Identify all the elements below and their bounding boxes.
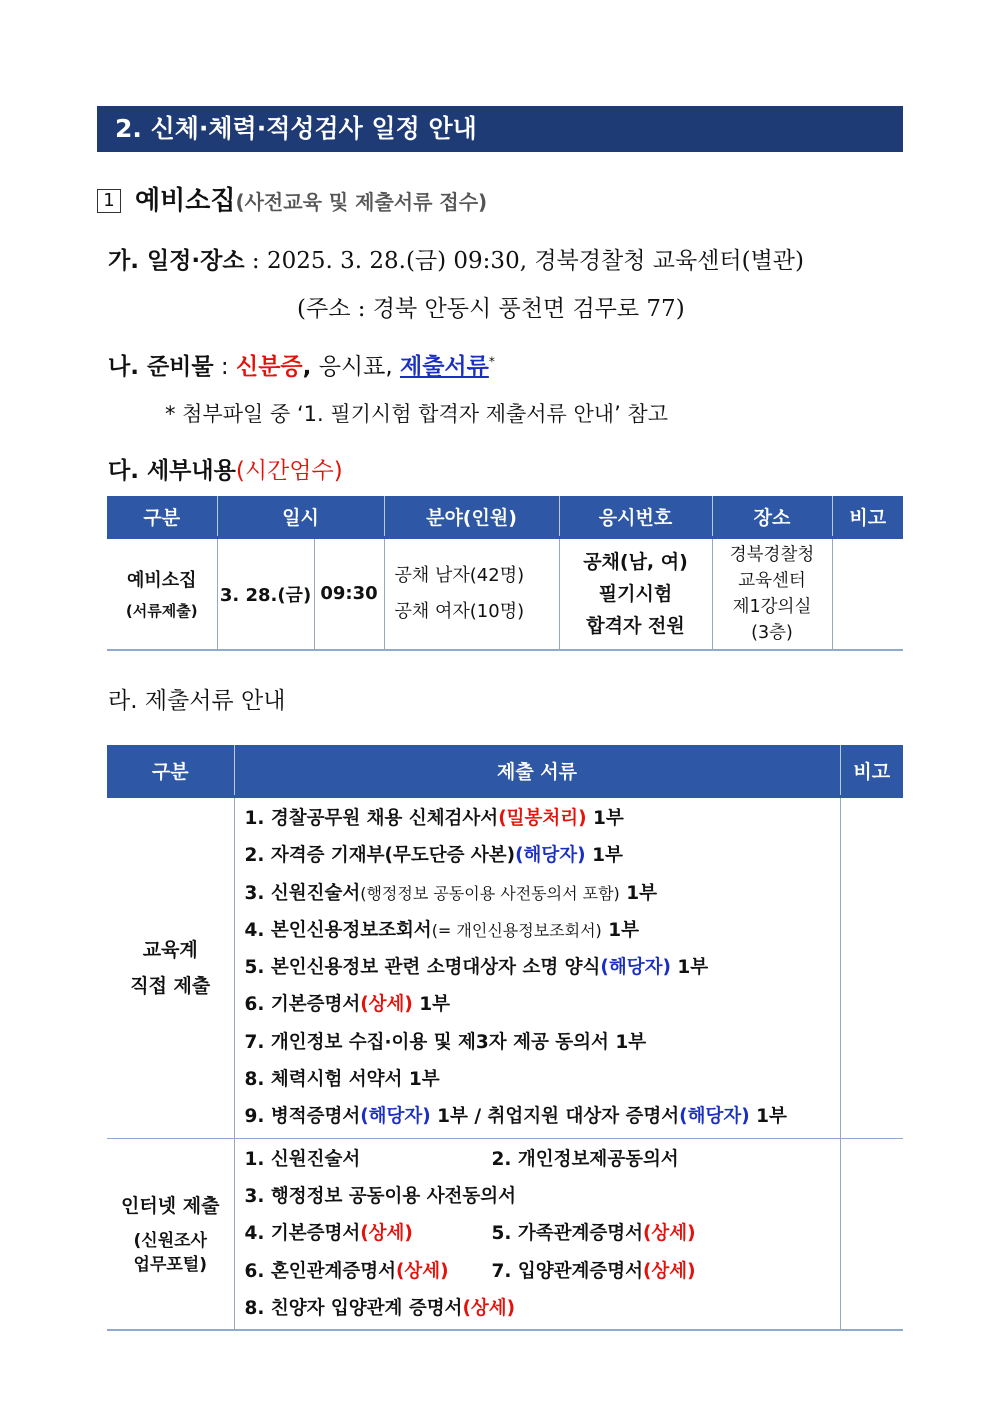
documents-heading: 라. 제출서류 안내 bbox=[108, 688, 286, 714]
list-item: 4. 본인신용정보조회서(= 개인신용정보조회서) 1부 bbox=[244, 919, 639, 941]
schedule-table bbox=[107, 496, 903, 651]
note-cell bbox=[840, 1138, 903, 1330]
exam-number-cell: 공채(남, 여) 필기시험 합격자 전원 bbox=[559, 538, 712, 650]
list-item: 9. 병적증명서(해당자) 1부 / 취업지원 대상자 증명서(해당자) 1부 bbox=[244, 1106, 787, 1128]
group-label-cell: 인터넷 제출 (신원조사 업무포털) bbox=[121, 1194, 220, 1275]
place-cell: 경북경찰청 교육센터 제1강의실 (3층) bbox=[712, 538, 832, 650]
list-item: 1. 경찰공무원 채용 신체검사서(밀봉처리) 1부 bbox=[244, 808, 624, 829]
details-heading: 다. 세부내용(시간엄수) bbox=[108, 458, 343, 484]
schedule-text: 2025. 3. 28.(금) 09:30, 경북경찰청 교육센터(별관) bbox=[266, 248, 804, 274]
group-label-cell: 교육계 직접 제출 bbox=[130, 938, 211, 997]
list-item: 8. 체력시험 서약서 1부 bbox=[244, 1069, 440, 1091]
address-line: (주소 : 경북 안동시 풍천면 검무로 77) bbox=[297, 296, 685, 322]
document-list bbox=[234, 797, 840, 1139]
list-item: 8. 친양자 입양관계 증명서(상세) bbox=[244, 1297, 516, 1319]
note-cell bbox=[832, 538, 903, 650]
list-item: 1. 신원진술서 2. 개인정보제공동의서 bbox=[244, 1148, 679, 1170]
section-number-box: 1 bbox=[97, 189, 121, 213]
documents-link[interactable]: 제출서류 bbox=[400, 354, 489, 380]
table-header-row: 구분 일시 분야(인원) 응시번호 장소 비고 bbox=[107, 496, 903, 538]
list-item: 3. 행정정보 공동이용 사전동의서 bbox=[244, 1185, 517, 1207]
list-item: 2. 자격증 기재부(무도단증 사본)(해당자) 1부 bbox=[244, 845, 623, 867]
time-cell: 09:30 bbox=[314, 538, 384, 650]
supplies-label: 나. 준비물 bbox=[108, 354, 214, 380]
schedule-label: 가. 일정·장소 bbox=[108, 248, 245, 274]
documents-table bbox=[107, 745, 903, 1331]
date-cell: 3. 28.(금) bbox=[217, 538, 314, 650]
section-banner: 2. 신체·체력·적성검사 일정 안내 bbox=[97, 106, 903, 152]
table-row bbox=[107, 797, 903, 1139]
supplies-line: 나. 준비물 : 신분증, 응시표, 제출서류* bbox=[108, 354, 495, 380]
list-item: 5. 본인신용정보 관련 소명대상자 소명 양식(해당자) 1부 bbox=[244, 957, 709, 979]
supplies-note: * 첨부파일 중 ‘1. 필기시험 합격자 제출서류 안내’ 참고 bbox=[165, 402, 669, 426]
table-header-row: 구분 제출 서류 비고 bbox=[107, 745, 903, 797]
document-list bbox=[234, 1138, 840, 1330]
division-cell: 예비소집 (서류제출) bbox=[125, 570, 198, 621]
list-item: 6. 기본증명서(상세) 1부 bbox=[244, 994, 451, 1016]
table-row bbox=[107, 1138, 903, 1330]
section1-title: 예비소집 bbox=[135, 186, 236, 216]
section1-heading bbox=[97, 180, 487, 217]
field-cell: 공채 남자(42명) 공채 여자(10명) bbox=[384, 538, 559, 650]
table-row bbox=[107, 538, 903, 650]
schedule-line: 가. 일정·장소 : 2025. 3. 28.(금) 09:30, 경북경찰청 교육센터(별관) bbox=[108, 248, 804, 274]
id-card-text: 신분증 bbox=[236, 354, 303, 380]
list-item: 7. 개인정보 수집·이용 및 제3자 제공 동의서 1부 bbox=[244, 1031, 647, 1053]
list-item: 3. 신원진술서(행정정보 공동이용 사전동의서 포함) 1부 bbox=[244, 882, 657, 904]
list-item: 4. 기본증명서(상세) 5. 가족관계증명서(상세) bbox=[244, 1223, 696, 1245]
note-cell bbox=[840, 797, 903, 1139]
section1-subtitle: (사전교육 및 제출서류 접수) bbox=[235, 190, 488, 214]
exam-ticket-text: 응시표, bbox=[311, 354, 400, 380]
list-item: 6. 혼인관계증명서(상세) 7. 입양관계증명서(상세) bbox=[244, 1260, 696, 1282]
